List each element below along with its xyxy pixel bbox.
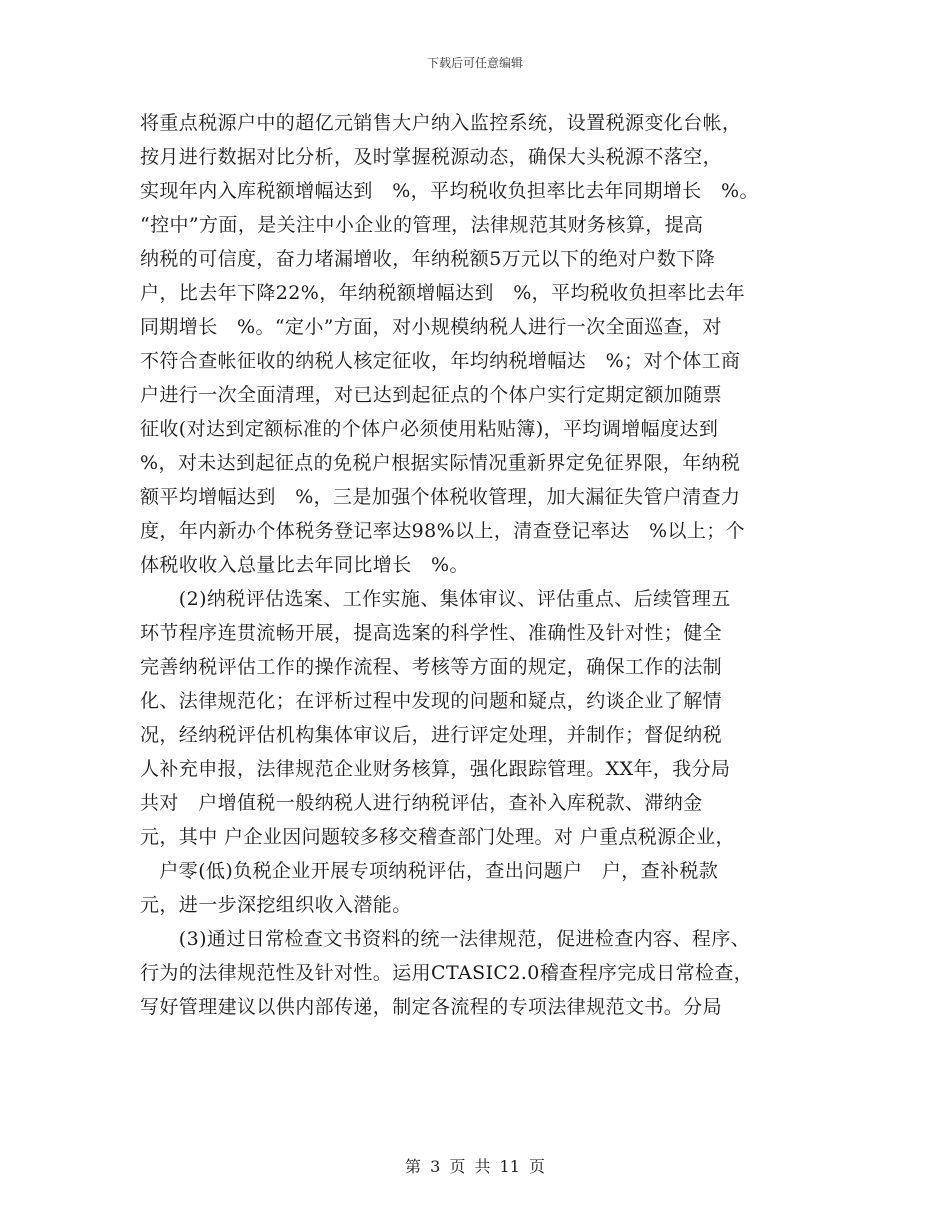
text-line: 不符合查帐征收的纳税人核定征收，年均纳税增幅达 %；对个体工商 [140, 350, 741, 372]
text-line: 人补充申报，法律规范企业财务核算，强化跟踪管理。XX年，我分局 [140, 758, 731, 780]
text-line: 化、法律规范化；在评析过程中发现的问题和疑点，约谈企业了解情 [140, 690, 723, 712]
text-line: 体税收收入总量比去年同比增长 %。 [140, 554, 469, 576]
text-line: 元，其中 户企业因问题较多移交稽查部门处理。对 户重点税源企业， [140, 826, 735, 848]
text-line: %，对未达到起征点的免税户根据实际情况重新界定免征界限，年纳税 [140, 452, 741, 474]
text-line: 写好管理建议以供内部传递，制定各流程的专项法律规范文书。分局 [140, 996, 723, 1018]
text-line: (3)通过日常检查文书资料的统一法律规范，促进检查内容、程序、 [140, 928, 751, 950]
text-line: 户零(低)负税企业开展专项纳税评估，查出问题户 户，查补税款 [140, 860, 719, 882]
page-number: 第 3 页 共 11 页 [405, 1157, 545, 1176]
text-line: “控中”方面，是关注中小企业的管理，法律规范其财务核算，提高 [140, 214, 704, 236]
text-line: 将重点税源户中的超亿元销售大户纳入监控系统，设置税源变化台帐， [140, 112, 742, 134]
text-line: 户，比去年下降22%，年纳税额增幅达到 %，平均税收负担率比去年 [140, 282, 746, 304]
text-line: 实现年内入库税额增幅达到 %，平均税收负担率比去年同期增长 %。 [140, 180, 759, 202]
text-line: 户进行一次全面清理，对已达到起征点的个体户实行定期定额加随票 [140, 384, 723, 406]
document-body [140, 106, 830, 1024]
page-header: 下载后可任意编辑 [426, 56, 523, 70]
text-line: 额平均增幅达到 %，三是加强个体税收管理，加大漏征失管户清查力 [140, 486, 741, 508]
text-line: 共对 户增值税一般纳税人进行纳税评估，查补入库税款、滞纳金 [140, 792, 703, 814]
text-line: 同期增长 %。“定小”方面，对小规模纳税人进行一次全面巡查，对 [140, 316, 722, 338]
text-line: 纳税的可信度，奋力堵漏增收，年纳税额5万元以下的绝对户数下降 [140, 248, 716, 270]
text-line: 完善纳税评估工作的操作流程、考核等方面的规定，确保工作的法制 [140, 656, 723, 678]
text-line: 环节程序连贯流畅开展，提高选案的科学性、准确性及针对性；健全 [140, 622, 723, 644]
text-line: 征收(对达到定额标准的个体户必须使用粘贴簿)，平均调增幅度达到 [140, 418, 719, 440]
text-line: 行为的法律规范性及针对性。运用CTASIC2.0稽查程序完成日常检查， [140, 962, 754, 984]
text-line: (2)纳税评估选案、工作实施、集体审议、评估重点、后续管理五 [140, 588, 731, 610]
text-line: 况，经纳税评估机构集体审议后，进行评定处理，并制作；督促纳税 [140, 724, 723, 746]
text-line: 元，进一步深挖组织收入潜能。 [140, 894, 412, 916]
text-line: 按月进行数据对比分析，及时掌握税源动态，确保大头税源不落空， [140, 146, 723, 168]
text-line: 度，年内新办个体税务登记率达98%以上，清查登记率达 %以上；个 [140, 520, 746, 542]
